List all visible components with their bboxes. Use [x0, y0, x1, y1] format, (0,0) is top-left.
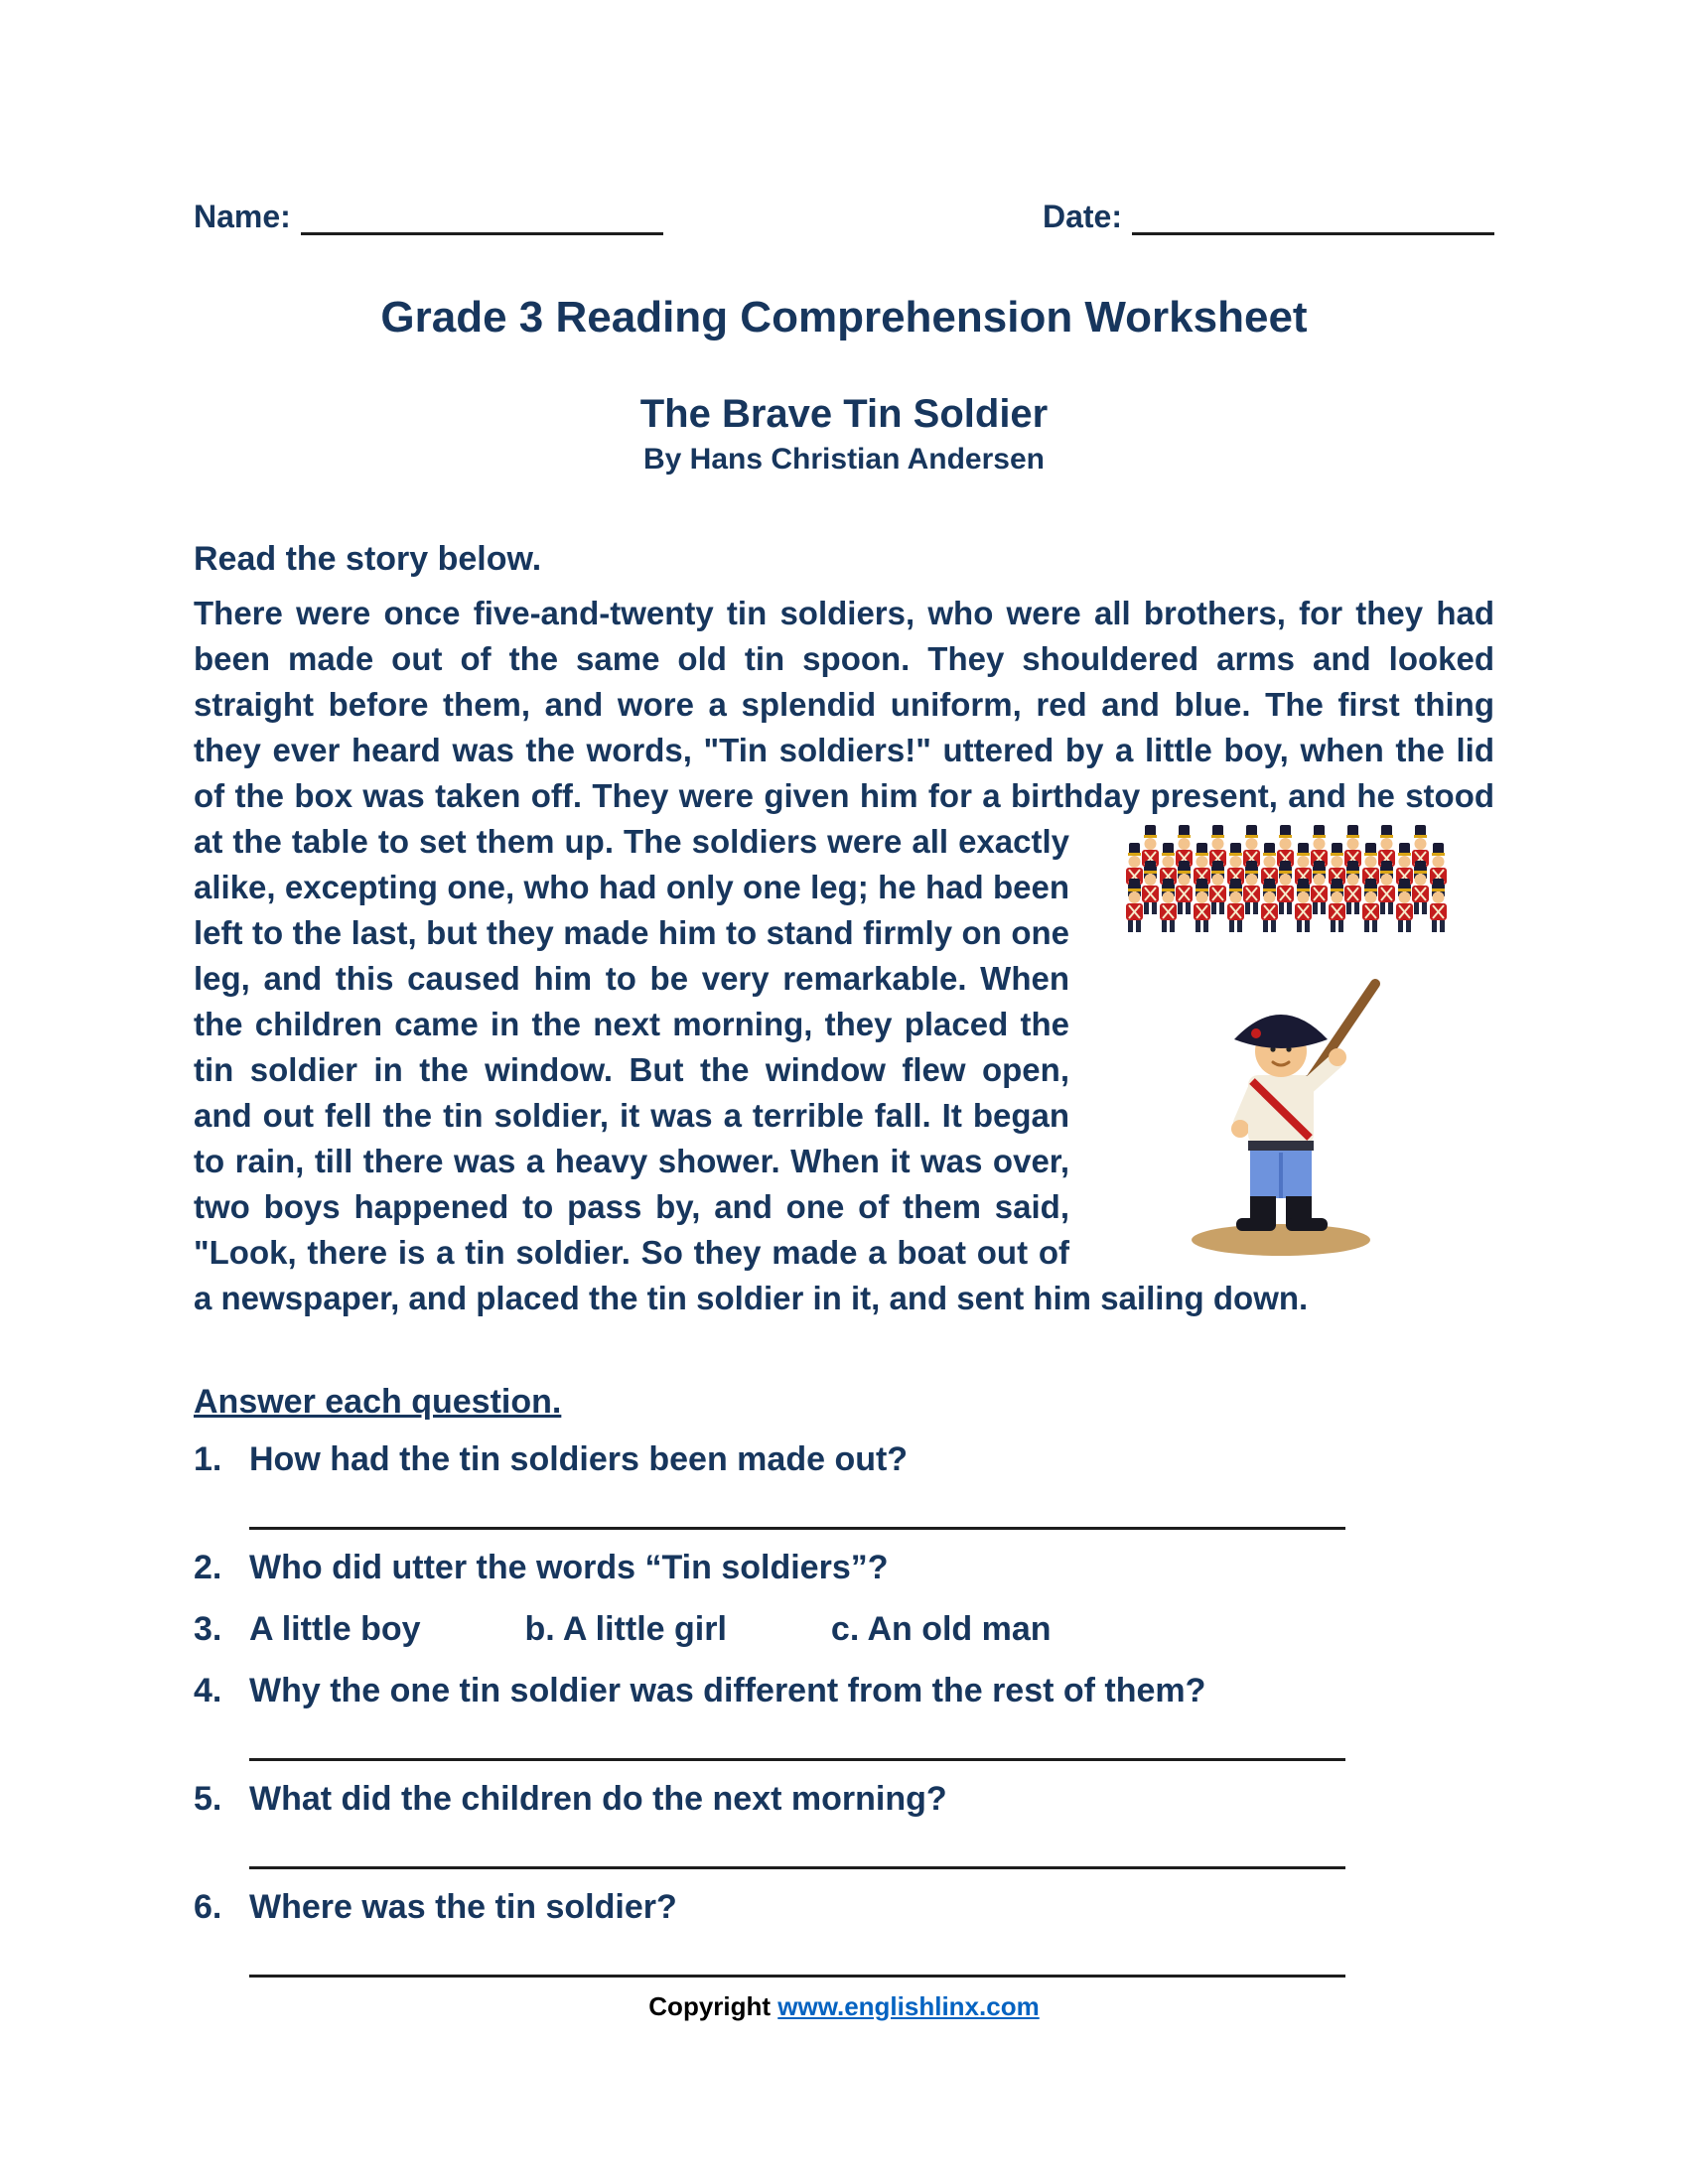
question-5	[194, 1775, 1494, 1823]
option-b: b. A little girl	[524, 1610, 727, 1648]
answer-line-1	[249, 1527, 1345, 1530]
question-3-number: 3.	[194, 1610, 222, 1648]
story-text-part1: There were once five-and-twenty tin soldiers, who were all brothers, for they had been made out of the same old tin spoon. They shouldered arms and looked straight before them, and wore a splendid uniform, red and blue. The first thing they ever heard was the words, "Tin soldiers!" uttered by a little boy, when the lid of the box was taken off. They were given him for a birthday	[194, 595, 1494, 814]
answer-instruction: Answer each question.	[194, 1383, 562, 1421]
question-2-text: Who did utter the words “Tin soldiers”?	[249, 1549, 889, 1586]
story-title: The Brave Tin Soldier	[639, 392, 1049, 436]
author-byline: By Hans Christian Andersen	[643, 443, 1045, 476]
question-4-number: 4.	[194, 1672, 222, 1709]
question-5-text: What did the children do the next morning?	[249, 1780, 947, 1818]
option-c: c. An old man	[830, 1610, 1052, 1648]
answer-line-4	[249, 1758, 1345, 1761]
question-1-text: How had the tin soldiers been made out?	[249, 1440, 909, 1478]
troop-of-soldiers	[1126, 825, 1447, 932]
question-2	[194, 1544, 1494, 1591]
question-4-text: Why the one tin soldier was different from the rest of them?	[249, 1672, 1206, 1709]
story-text-part2: present, and he stood at the table to set them up. The soldiers were all exactly alike, excepting one, who had only one leg; he had been left to the last, but they made him to stand firmly on one leg, and this caused him to be very remarkable. When the children came in the next morning, they placed the tin soldier in the window. But the window flew open, and out fell the tin soldier, it was a terrible fall. It began to rain, till there was a heavy shower. When it was over, two boys happened to pass by, and one of them said, "Look, there is a tin soldier. So they made a boat out of a newspaper, and placed the tin soldier in it, and sent him sailing down.	[194, 777, 1495, 1316]
date-blank-line	[1132, 200, 1494, 235]
name-blank-line	[301, 200, 663, 235]
date-group	[1043, 199, 1494, 235]
single-tin-soldier	[1192, 984, 1375, 1256]
question-6-number: 6.	[194, 1888, 222, 1926]
answer-line-6	[249, 1975, 1345, 1978]
question-1	[194, 1435, 1494, 1483]
question-3	[194, 1605, 1494, 1653]
name-group	[194, 199, 663, 235]
footer	[194, 1991, 1494, 2022]
name-date-row	[194, 199, 1494, 235]
copyright-label: Copyright	[648, 1991, 778, 2021]
tin-soldiers-image	[1097, 825, 1494, 1262]
story-paragraph	[194, 591, 1494, 1321]
read-instruction: Read the story below.	[194, 540, 542, 578]
question-2-number: 2.	[194, 1549, 222, 1586]
page-title: Grade 3 Reading Comprehension Worksheet	[380, 293, 1308, 341]
question-3-options	[249, 1605, 1494, 1653]
question-6-text: Where was the tin soldier?	[249, 1888, 677, 1926]
englishlinx-link[interactable]: www.englishlinx.com	[777, 1991, 1040, 2021]
question-4	[194, 1667, 1494, 1714]
answer-line-5	[249, 1866, 1345, 1869]
name-label: Name:	[194, 199, 291, 234]
question-6	[194, 1883, 1494, 1931]
date-label: Date:	[1042, 199, 1122, 234]
question-5-number: 5.	[194, 1780, 222, 1818]
question-1-number: 1.	[194, 1440, 222, 1478]
option-a: A little boy	[249, 1610, 421, 1648]
